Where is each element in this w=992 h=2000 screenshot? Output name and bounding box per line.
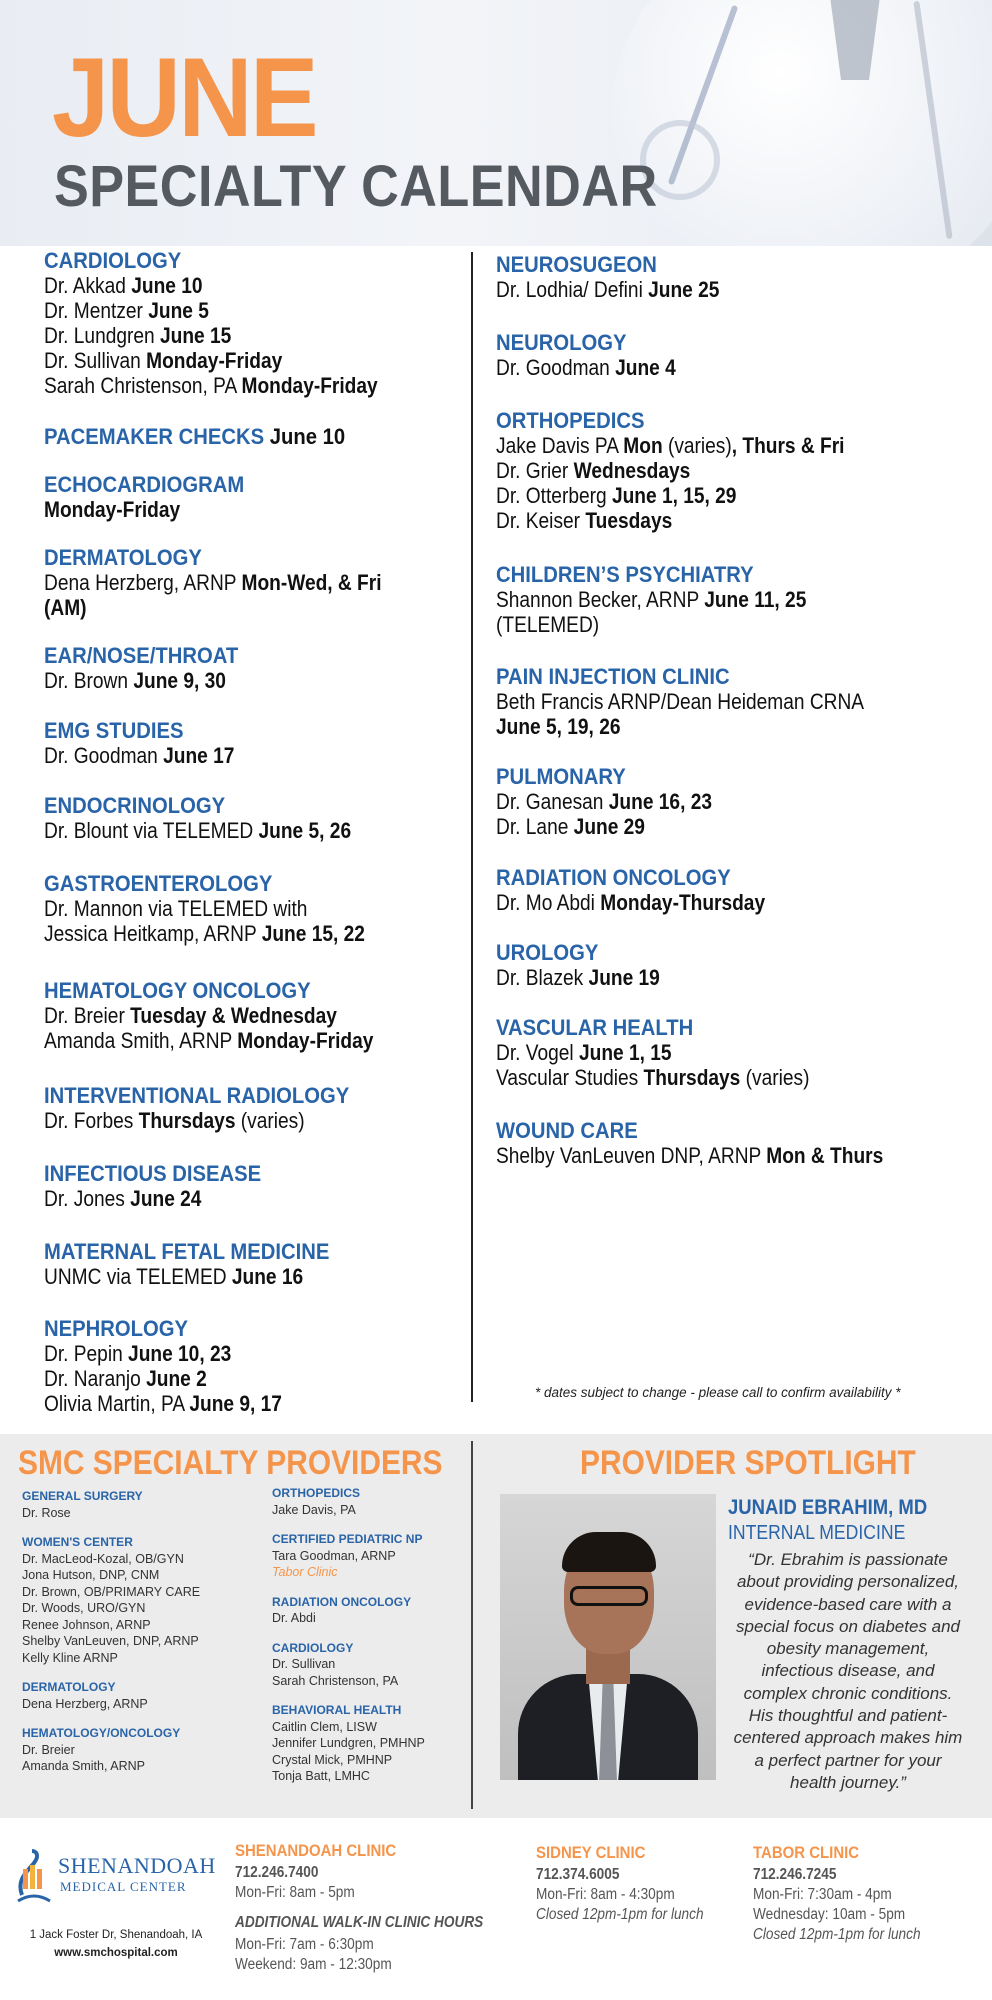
schedule-line (44, 1186, 409, 1211)
specialty-title: HEMATOLOGY ONCOLOGY (44, 978, 311, 1003)
schedule-line (44, 595, 409, 620)
provider-name: Sarah Christenson, PA (272, 1673, 399, 1688)
schedule-date: June 24 (130, 1186, 202, 1211)
schedule-date: June 15, 22 (261, 921, 365, 946)
specialty-section (44, 643, 464, 693)
schedule-date: June 9, 17 (189, 1391, 282, 1416)
specialty-title: INTERVENTIONAL RADIOLOGY (44, 1083, 350, 1108)
schedule-provider: Jessica Heitkamp, ARNP (44, 921, 262, 946)
schedule-provider: Dr. Lodhia/ Defini (496, 277, 649, 302)
provider-group-title: GENERAL SURGERY (22, 1489, 143, 1503)
schedule-provider: Dr. Mo Abdi (496, 890, 601, 915)
specialty-section (496, 1118, 966, 1168)
specialty-title: WOUND CARE (496, 1118, 638, 1143)
specialty-title: INFECTIOUS DISEASE (44, 1161, 262, 1186)
specialty-section (44, 545, 464, 620)
schedule-provider: Dr. Mannon via TELEMED with (44, 896, 308, 921)
schedule-line (496, 789, 905, 814)
specialty-section (44, 718, 464, 768)
disclaimer-note: * dates subject to change - please call to confirm availability * (535, 1385, 901, 1400)
quote-line: obesity management, (766, 1639, 930, 1659)
shenandoah-logo (14, 1849, 214, 1905)
specialty-section (44, 1239, 464, 1289)
schedule-provider: Dr. Vogel (496, 1040, 579, 1065)
provider-name: Dena Herzberg, ARNP (22, 1696, 148, 1711)
schedule-provider: Vascular Studies (496, 1065, 644, 1090)
schedule-date: June 15 (159, 323, 232, 348)
provider-name: Shelby VanLeuven, DNP, ARNP (22, 1634, 199, 1648)
providers-column-2 (272, 1485, 425, 1785)
specialty-section (496, 408, 966, 533)
schedule-line (44, 896, 409, 921)
provider-name: Caitlin Clem, LISW (272, 1719, 377, 1734)
schedule-provider: Dr. Goodman (496, 355, 616, 380)
schedule-provider: Dr. Forbes (44, 1108, 139, 1133)
schedule-date: June 25 (648, 277, 720, 302)
specialty-title: EAR/NOSE/THROAT (44, 643, 239, 668)
specialty-section (496, 664, 966, 739)
schedule-line (44, 1391, 409, 1416)
schedule-date: Mon (623, 433, 663, 458)
schedule-line (496, 355, 905, 380)
quote-line: evidence-based care with a (744, 1594, 952, 1614)
column-divider (471, 252, 473, 1402)
schedule-provider: Shelby VanLeuven DNP, ARNP (496, 1143, 767, 1168)
specialty-section (496, 252, 966, 302)
footer-address: 1 Jack Foster Dr, Shenandoah, IA (29, 1929, 203, 1941)
specialty-title: MATERNAL FETAL MEDICINE (44, 1239, 330, 1264)
provider-name: Dr. Sullivan (272, 1657, 336, 1671)
specialty-section (44, 793, 464, 843)
schedule-date: Tuesdays (585, 508, 673, 533)
provider-name: Jake Davis, PA (272, 1502, 356, 1517)
logo-text-main: SHENANDOAH (58, 1853, 216, 1878)
provider-name: Kelly Kline ARNP (22, 1650, 118, 1665)
schedule-line (44, 298, 409, 323)
schedule-date: Monday-Friday (146, 348, 283, 373)
schedule-line (496, 1143, 905, 1168)
schedule-date: Monday-Friday (241, 373, 378, 398)
schedule-line (44, 1366, 409, 1391)
provider-name: Tara Goodman, ARNP (272, 1548, 396, 1563)
footer-website-link[interactable]: www.smchospital.com (54, 1947, 178, 1959)
schedule-line (44, 1108, 409, 1133)
schedule-line (496, 1065, 905, 1090)
schedule-provider: (varies) (235, 1108, 305, 1133)
quote-line: His thoughtful and patient- (748, 1706, 948, 1726)
schedule-line (44, 818, 409, 843)
spotlight-heading: PROVIDER SPOTLIGHT (580, 1444, 916, 1482)
schedule-provider: Dr. Lane (496, 814, 574, 839)
schedule-line (496, 277, 905, 302)
schedule-date: June 10, 23 (128, 1341, 232, 1366)
logo-text-sub: MEDICAL CENTER (60, 1879, 187, 1894)
provider-name: Crystal Mick, PMHNP (272, 1752, 393, 1767)
schedule-provider: UNMC via TELEMED (44, 1264, 232, 1289)
schedule-date: June 16, 23 (608, 789, 713, 814)
specialty-section (44, 1316, 464, 1416)
schedule-provider: Dr. Otterberg (496, 483, 612, 508)
schedule-line (44, 1003, 409, 1028)
spotlight-role: INTERNAL MEDICINE (728, 1522, 906, 1544)
schedule-date: June 5, 26 (258, 818, 352, 843)
specialty-title: ECHOCARDIOGRAM (44, 472, 245, 497)
schedule-provider: Dr. Mentzer (44, 298, 149, 323)
provider-name: Dr. Woods, URO/GYN (22, 1601, 146, 1615)
schedule-provider: Dr. Keiser (496, 508, 586, 533)
schedule-date: Monday-Friday (44, 497, 181, 522)
schedule-provider: Sarah Christenson, PA (44, 373, 242, 398)
specialty-section (44, 472, 464, 522)
schedule-line (496, 689, 905, 714)
provider-group-title: RADIATION ONCOLOGY (272, 1594, 412, 1609)
schedule-provider: Dr. Jones (44, 1186, 131, 1211)
specialty-section (496, 330, 966, 380)
schedule-provider: Dr. Pepin (44, 1341, 129, 1366)
schedule-line (496, 433, 905, 458)
schedule-provider: Dr. Breier (44, 1003, 131, 1028)
schedule-provider: Dena Herzberg, ARNP (44, 570, 242, 595)
schedule-date: June 5, 19, 26 (496, 714, 621, 739)
provider-location-note: Tabor Clinic (272, 1565, 338, 1579)
schedule-line (44, 1028, 409, 1053)
provider-name: Dr. Breier (22, 1742, 75, 1757)
provider-group-title: ORTHOPEDICS (272, 1486, 361, 1500)
schedule-provider: Dr. Grier (496, 458, 574, 483)
tabor-clinic-phone[interactable]: 712.246.7245 (753, 1866, 837, 1883)
schedule-line (44, 497, 409, 522)
tabor-clinic-wednesday-hours: Wednesday: 10am - 5pm (753, 1906, 906, 1923)
schedule-date: June 1, 15 (578, 1040, 672, 1065)
specialty-title: CHILDREN’S PSYCHIATRY (496, 562, 754, 587)
sidney-clinic-hours: Mon-Fri: 8am - 4:30pm (536, 1886, 675, 1903)
specialty-title: PACEMAKER CHECKS June 10 (44, 424, 346, 449)
specialty-section (44, 248, 464, 398)
spotlight-quote (722, 1549, 974, 1794)
provider-photo (500, 1494, 716, 1780)
specialty-title: ENDOCRINOLOGY (44, 793, 226, 818)
provider-name: Dr. Brown, OB/PRIMARY CARE (22, 1584, 201, 1599)
schedule-provider: Beth Francis ARNP/Dean Heideman CRNA (496, 689, 865, 714)
schedule-line (44, 743, 409, 768)
schedule-provider: Dr. Lundgren (44, 323, 160, 348)
specialty-title: EMG STUDIES (44, 718, 184, 743)
provider-group-title: HEMATOLOGY/ONCOLOGY (22, 1726, 181, 1740)
specialty-title: NEPHROLOGY (44, 1316, 189, 1341)
schedule-date: Wednesdays (573, 458, 691, 483)
schedule-date: Mon-Wed, & Fri (241, 570, 382, 595)
quote-line: health journey.” (790, 1772, 906, 1792)
schedule-provider: (varies) (662, 433, 732, 458)
specialty-section (496, 1015, 966, 1090)
provider-group-title: CERTIFIED PEDIATRIC NP (272, 1532, 423, 1546)
provider-name: Dr. MacLeod-Kozal, OB/GYN (22, 1551, 184, 1566)
sidney-clinic-name: SIDNEY CLINIC (536, 1843, 646, 1862)
shenandoah-clinic-phone[interactable]: 712.246.7400 (235, 1864, 319, 1881)
schedule-date: June 16 (231, 1264, 304, 1289)
schedule-provider: Dr. Sullivan (44, 348, 147, 373)
provider-name: Renee Johnson, ARNP (22, 1617, 151, 1632)
specialty-section (44, 871, 464, 946)
tabor-clinic-name: TABOR CLINIC (753, 1843, 860, 1862)
schedule-line (496, 714, 905, 739)
provider-name: Jona Hutson, DNP, CNM (22, 1568, 160, 1582)
schedule-provider: (varies) (740, 1065, 810, 1090)
schedule-provider: Dr. Goodman (44, 743, 164, 768)
specialty-title: VASCULAR HEALTH (496, 1015, 694, 1040)
schedule-date: , Thurs & Fri (731, 433, 845, 458)
specialty-title: RADIATION ONCOLOGY (496, 865, 731, 890)
schedule-provider: Dr. Naranjo (44, 1366, 147, 1391)
calendar-title: SPECIALTY CALENDAR (54, 154, 658, 219)
provider-group-title: BEHAVIORAL HEALTH (272, 1703, 402, 1717)
schedule-line (496, 890, 905, 915)
schedule-date: June 11, 25 (704, 587, 807, 612)
footer-address-block (16, 1926, 216, 1962)
specialty-title: GASTROENTEROLOGY (44, 871, 273, 896)
month-title: JUNE (52, 35, 316, 160)
schedule-line (44, 921, 409, 946)
schedule-line (44, 1264, 409, 1289)
schedule-provider: Dr. Akkad (44, 273, 132, 298)
tabor-clinic-lunch-note: Closed 12pm-1pm for lunch (753, 1926, 921, 1943)
quote-line: “Dr. Ebrahim is passionate (748, 1550, 948, 1569)
schedule-date: June 19 (588, 965, 660, 990)
specialty-title: ORTHOPEDICS (496, 408, 645, 433)
provider-name: Dr. Abdi (272, 1611, 316, 1625)
provider-name: Jennifer Lundgren, PMHNP (272, 1736, 425, 1750)
schedule-date: Monday-Thursday (600, 890, 766, 915)
schedule-provider: Dr. Blount via TELEMED (44, 818, 259, 843)
schedule-line (44, 1341, 409, 1366)
providers-heading: SMC SPECIALTY PROVIDERS (18, 1444, 443, 1482)
schedule-line (496, 483, 905, 508)
schedule-line (496, 458, 905, 483)
schedule-provider: Dr. Ganesan (496, 789, 609, 814)
provider-group-title: DERMATOLOGY (22, 1680, 116, 1694)
specialty-section (44, 424, 464, 449)
specialty-section (44, 978, 464, 1053)
schedule-date: Mon & Thurs (766, 1143, 884, 1168)
specialty-title: DERMATOLOGY (44, 545, 202, 570)
photo-glasses (570, 1586, 648, 1606)
schedule-provider: Olivia Martin, PA (44, 1391, 190, 1416)
photo-hair (562, 1532, 656, 1572)
walkin-hours-title: ADDITIONAL WALK-IN CLINIC HOURS (235, 1914, 484, 1931)
providers-column-1 (22, 1488, 200, 1775)
specialty-title: NEUROLOGY (496, 330, 627, 355)
schedule-date: June 10 (131, 273, 203, 298)
schedule-date: Tuesday & Wednesday (130, 1003, 337, 1028)
schedule-line (44, 273, 409, 298)
quote-line: special focus on diabetes and (736, 1616, 960, 1636)
schedule-line (44, 668, 409, 693)
specialty-title: NEUROSUGEON (496, 252, 657, 277)
specialty-title: PULMONARY (496, 764, 626, 789)
specialty-section (44, 1083, 464, 1133)
specialty-title: UROLOGY (496, 940, 599, 965)
sidney-clinic-phone[interactable]: 712.374.6005 (536, 1866, 620, 1883)
schedule-provider: Dr. Brown (44, 668, 134, 693)
quote-line: complex chronic conditions. (743, 1683, 953, 1703)
schedule-provider: Amanda Smith, ARNP (44, 1028, 238, 1053)
provider-name: Tonja Batt, LMHC (272, 1769, 370, 1783)
quote-line: centered approach makes him (733, 1728, 963, 1748)
shenandoah-clinic-hours: Mon-Fri: 8am - 5pm (235, 1884, 355, 1901)
specialty-section (44, 1161, 464, 1211)
schedule-date: June 5 (148, 298, 209, 323)
provider-group-title: CARDIOLOGY (272, 1640, 354, 1655)
specialty-section (496, 940, 966, 990)
schedule-date: June 17 (163, 743, 235, 768)
schedule-line (496, 814, 905, 839)
schedule-line (44, 323, 409, 348)
spotlight-name: JUNAID EBRAHIM, MD (728, 1496, 928, 1519)
panel-divider (471, 1441, 473, 1809)
tabor-clinic-hours: Mon-Fri: 7:30am - 4pm (753, 1886, 892, 1903)
schedule-date: June 2 (146, 1366, 207, 1391)
schedule-date: Thursdays (643, 1065, 741, 1090)
specialty-section (496, 764, 966, 839)
logo-mark-icon (14, 1849, 54, 1905)
schedule-date: (AM) (44, 595, 87, 620)
walkin-hours-weekend: Weekend: 9am - 12:30pm (235, 1956, 392, 1973)
provider-name: Amanda Smith, ARNP (22, 1759, 145, 1773)
schedule-provider: Jake Davis PA (496, 433, 624, 458)
specialty-title: CARDIOLOGY (44, 248, 182, 273)
specialty-section (496, 865, 966, 915)
schedule-date: June 9, 30 (133, 668, 226, 693)
schedule-date: Monday-Friday (237, 1028, 374, 1053)
schedule-date: June 4 (615, 355, 676, 380)
schedule-line (496, 587, 905, 612)
specialty-title: PAIN INJECTION CLINIC (496, 664, 730, 689)
quote-line: infectious disease, and (761, 1661, 935, 1681)
schedule-date: June 29 (573, 814, 645, 839)
provider-name: Dr. Rose (22, 1505, 71, 1520)
schedule-line (44, 373, 409, 398)
sidney-clinic-lunch-note: Closed 12pm-1pm for lunch (536, 1906, 704, 1923)
schedule-line (44, 570, 409, 595)
specialty-section (496, 562, 966, 637)
schedule-line (496, 508, 905, 533)
schedule-line (496, 612, 905, 637)
schedule-line (496, 1040, 905, 1065)
schedule-date: June 1, 15, 29 (611, 483, 737, 508)
walkin-hours-weekday: Mon-Fri: 7am - 6:30pm (235, 1936, 374, 1953)
schedule-line (496, 965, 905, 990)
schedule-line (44, 348, 409, 373)
schedule-provider: Dr. Blazek (496, 965, 589, 990)
shenandoah-clinic-name: SHENANDOAH CLINIC (235, 1841, 397, 1860)
quote-line: about providing personalized, (736, 1572, 960, 1592)
quote-line: a perfect partner for your (754, 1750, 942, 1770)
provider-group-title: WOMEN'S CENTER (22, 1535, 133, 1549)
schedule-provider: Shannon Becker, ARNP (496, 587, 705, 612)
schedule-date: Thursdays (138, 1108, 236, 1133)
header-banner (0, 0, 992, 246)
schedule-provider: (TELEMED) (496, 612, 600, 637)
